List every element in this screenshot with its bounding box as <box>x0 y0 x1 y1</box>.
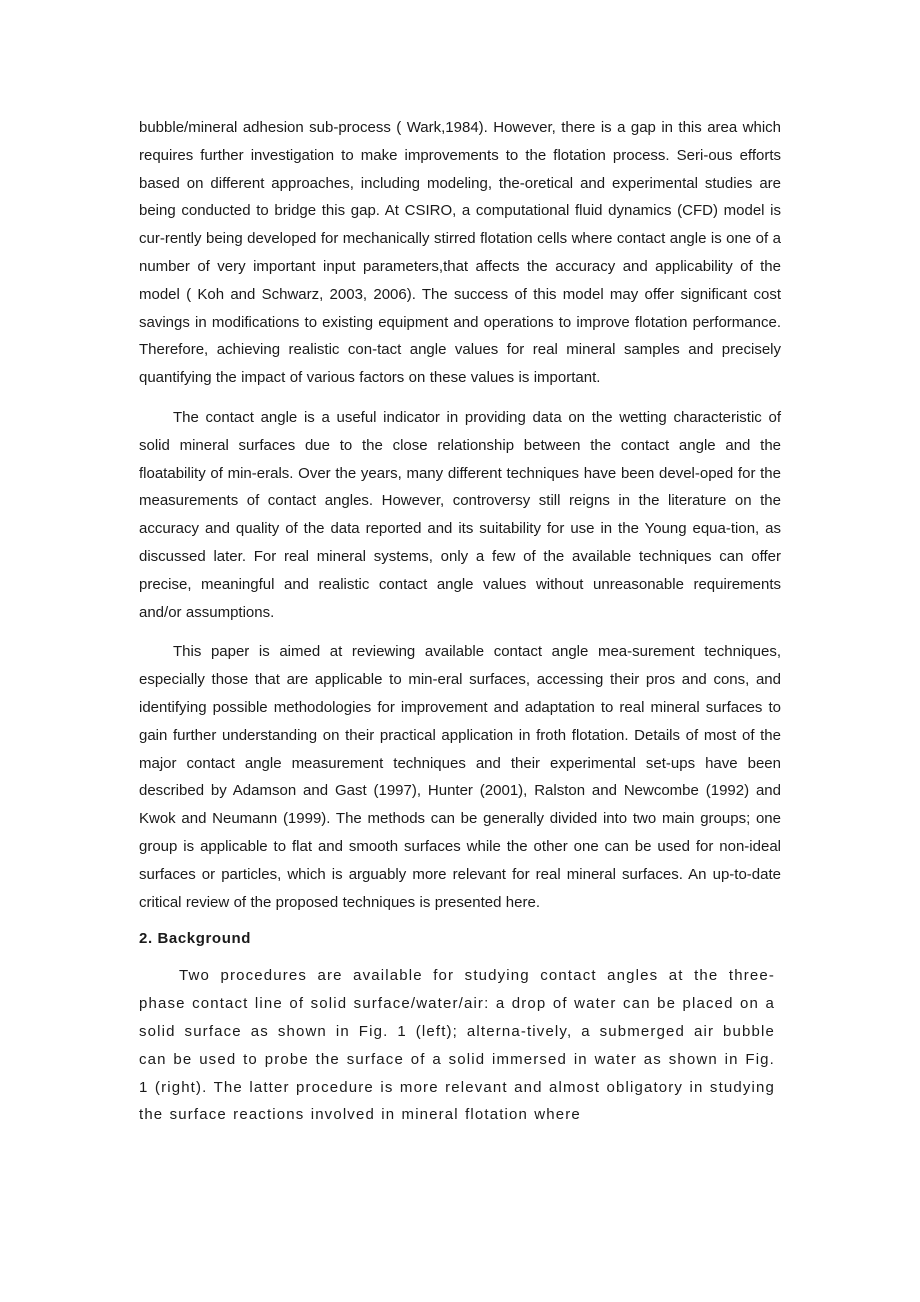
paragraph-intro-continued: bubble/mineral adhesion sub-process ( Wark,1984). However, there is a gap in this area which requires further investigation to make improvements to the flotation process. Seri-ous efforts based on different approaches, including modeling, the-oretical and experimental studies are being conducted to bridge this gap. At CSIRO, a computational fluid dynamics (CFD) model is cur-rently being developed for mechanically stirred flotation cells where contact angle is one of a number of very important input parameters,that affects the accuracy and applicability of the model ( Koh and Schwarz, 2003, 2006). The success of this model may offer significant cost savings in modifications to existing equipment and operations to improve flotation performance. Therefore, achieving realistic con-tact angle values for real mineral samples and precisely quantifying the impact of various factors on these values is important. <box>139 119 781 387</box>
paragraph-background: Two procedures are available for studying contact angles at the three-phase contact line of solid surface/water/air: a drop of water can be placed on a solid surface as shown in Fig. 1 (left); alterna-tively, a submerged air bubble can be used to probe the surface of a solid immersed in water as shown in Fig. 1 (right). The latter procedure is more relevant and almost obligatory in studying the surface reactions involved in mineral flotation where <box>139 967 775 1124</box>
paragraph-contact-angle-indicator: The contact angle is a useful indicator in providing data on the wetting characteristic of solid mineral surfaces due to the close relationship between the contact angle and the floatability of min-erals. Over the years, many different techniques have been devel-oped for the measurements of contact angles. However, controversy still reigns in the literature on the accuracy and quality of the data reported and its suitability for use in the Young equa-tion, as discussed later. For real mineral systems, only a few of the available techniques can offer precise, meaningful and realistic contact angle values without unreasonable requirements and/or assumptions. <box>139 408 781 621</box>
section-heading-background: 2. Background <box>139 930 251 948</box>
paragraph-paper-aim: This paper is aimed at reviewing available contact angle mea-surement techniques, especially those that are applicable to min-eral surfaces, accessing their pros and cons, and identifying possible methodologies for improvement and adaptation to real mineral surfaces to gain further understanding on their practical application in froth flotation. Details of most of the major contact angle measurement techniques and their experimental set-ups have been described by Adamson and Gast (1997), Hunter (2001), Ralston and Newcombe (1992) and Kwok and Neumann (1999). The methods can be generally divided into two main groups; one group is applicable to flat and smooth surfaces while the other one can be used for non-ideal surfaces or particles, which is arguably more relevant for real mineral surfaces. An up-to-date critical review of the proposed techniques is presented here. <box>139 643 781 911</box>
page-body <box>139 114 781 1129</box>
